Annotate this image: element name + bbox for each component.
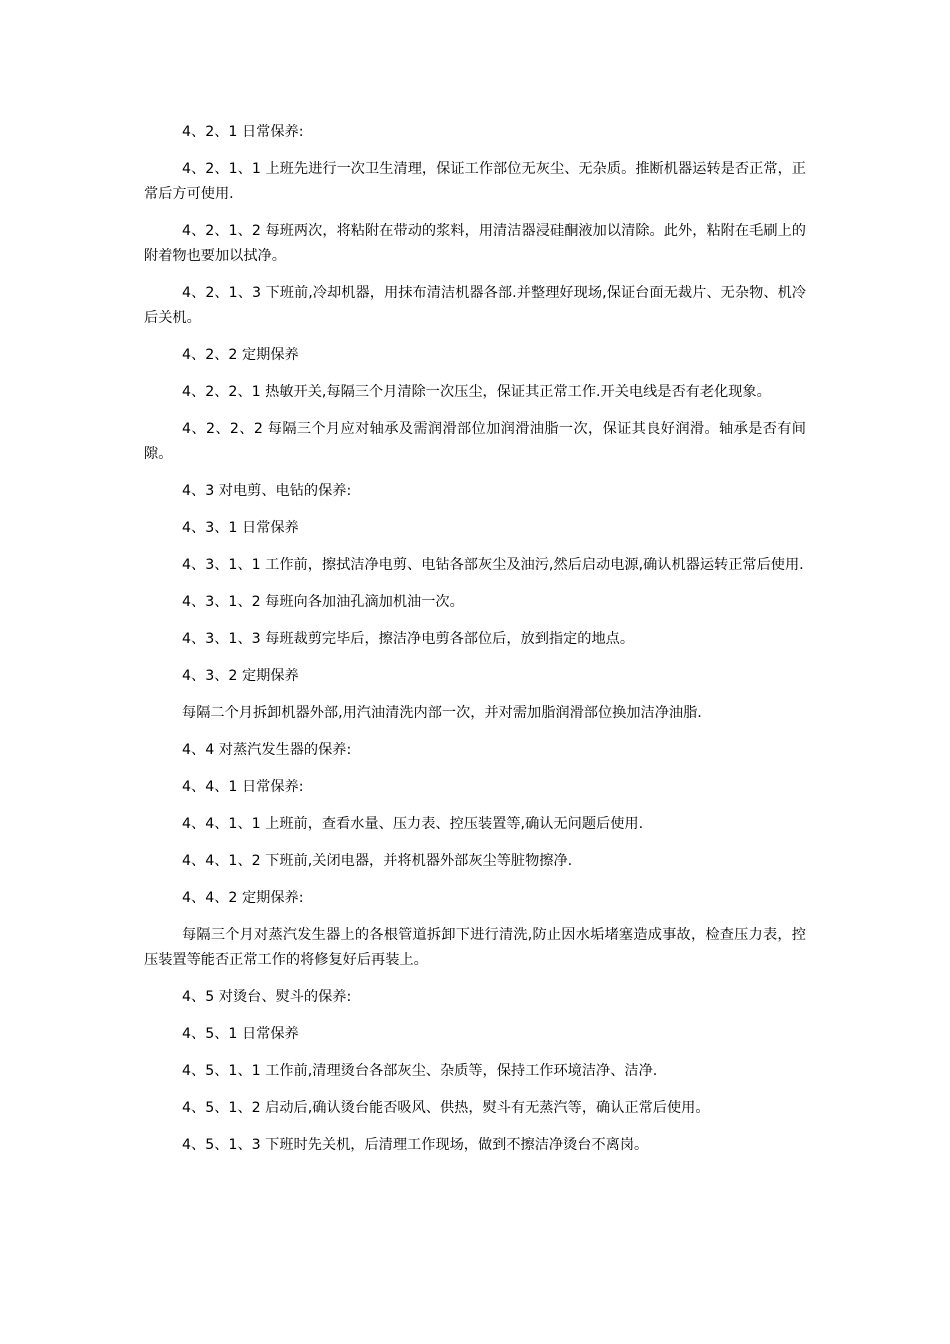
paragraph: 4、3、1、1 工作前，擦拭洁净电剪、电钻各部灰尘及油污,然后启动电源,确认机器运转正常后使用. xyxy=(182,557,804,573)
paragraph: 每隔二个月拆卸机器外部,用汽油清洗内部一次，并对需加脂润滑部位换加洁净油脂. xyxy=(182,705,702,721)
paragraph: 4、2、1 日常保养: xyxy=(182,124,304,140)
paragraph: 4、5、1、1 工作前,清理烫台各部灰尘、杂质等，保持工作环境洁净、洁净. xyxy=(182,1063,658,1079)
paragraph: 4、2、1、2 每班两次，将粘附在带动的浆料，用清洁器浸硅酮液加以清除。此外，粘附在毛刷上的附着物也要加以拭净。 xyxy=(144,223,806,264)
paragraph: 4、4 对蒸汽发生器的保养: xyxy=(182,742,352,758)
paragraph: 4、5 对烫台、熨斗的保养: xyxy=(182,989,352,1005)
paragraph: 4、2、2 定期保养 xyxy=(182,347,299,363)
paragraph: 4、3、1 日常保养 xyxy=(182,520,299,536)
paragraph: 4、4、1、1 上班前，查看水量、压力表、控压装置等,确认无问题后使用. xyxy=(182,816,644,832)
paragraph: 每隔三个月对蒸汽发生器上的各根管道拆卸下进行清洗,防止因水垢堵塞造成事故，检查压力表，控压装置等能否正常工作的将修复好后再装上。 xyxy=(144,927,806,968)
paragraph: 4、4、1 日常保养: xyxy=(182,779,304,795)
document-page xyxy=(144,120,806,1170)
paragraph: 4、4、1、2 下班前,关闭电器，并将机器外部灰尘等脏物擦净. xyxy=(182,853,573,869)
paragraph: 4、4、2 定期保养: xyxy=(182,890,304,906)
paragraph: 4、5、1、3 下班时先关机，后清理工作现场，做到不擦洁净烫台不离岗。 xyxy=(182,1137,649,1153)
paragraph: 4、3 对电剪、电钻的保养: xyxy=(182,483,352,499)
paragraph: 4、5、1、2 启动后,确认烫台能否吸风、供热，熨斗有无蒸汽等，确认正常后使用。 xyxy=(182,1100,710,1116)
paragraph: 4、2、1、1 上班先进行一次卫生清理，保证工作部位无灰尘、无杂质。推断机器运转是否正常，正常后方可使用. xyxy=(144,161,806,202)
paragraph: 4、3、2 定期保养 xyxy=(182,668,299,684)
paragraph: 4、2、1、3 下班前,冷却机器，用抹布清洁机器各部.并整理好现场,保证台面无裁片、无杂物、机冷后关机。 xyxy=(144,285,806,326)
paragraph: 4、2、2、1 热敏开关,每隔三个月清除一次压尘，保证其正常工作.开关电线是否有老化现象。 xyxy=(182,384,771,400)
paragraph: 4、3、1、3 每班裁剪完毕后，擦洁净电剪各部位后，放到指定的地点。 xyxy=(182,631,635,647)
paragraph: 4、5、1 日常保养 xyxy=(182,1026,299,1042)
paragraph: 4、3、1、2 每班向各加油孔滴加机油一次。 xyxy=(182,594,464,610)
paragraph: 4、2、2、2 每隔三个月应对轴承及需润滑部位加润滑油脂一次，保证其良好润滑。轴承是否有间隙。 xyxy=(144,421,806,462)
